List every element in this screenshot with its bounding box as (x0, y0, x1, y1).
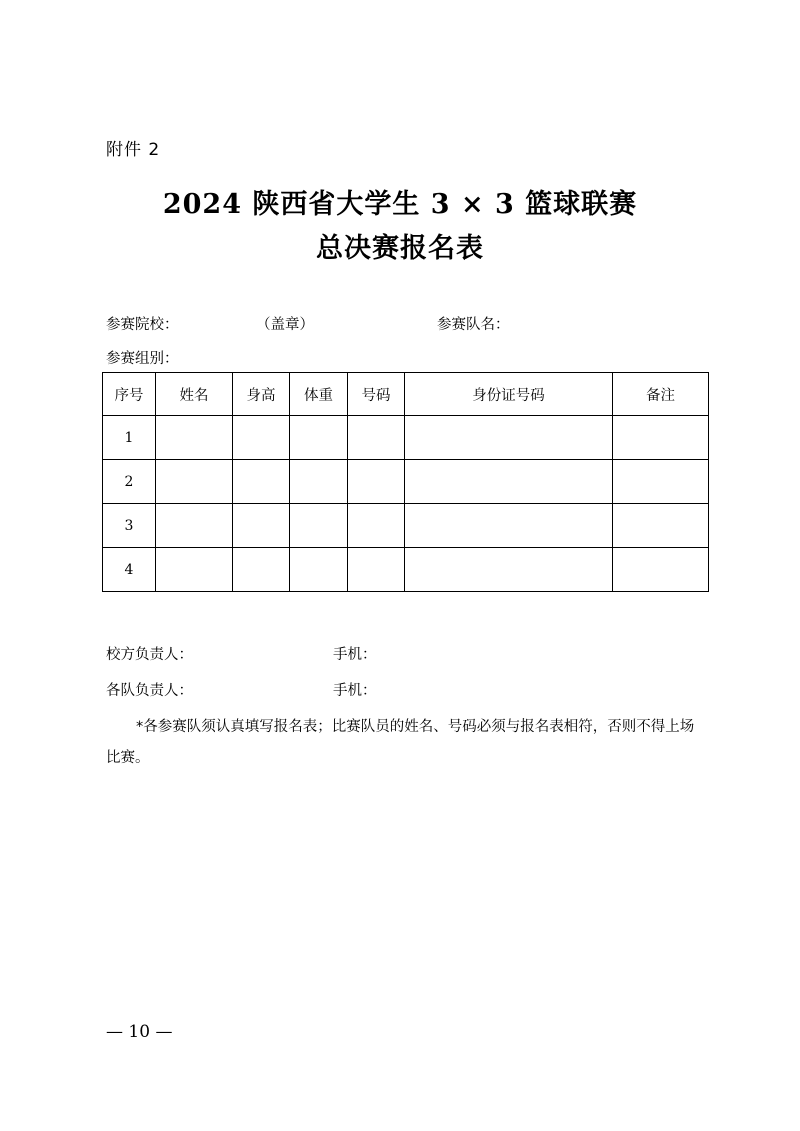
header-index: 序号 (103, 373, 156, 416)
jersey-number-cell[interactable] (348, 548, 405, 592)
page-number: — 10 — (106, 1022, 173, 1042)
table-row (103, 548, 709, 592)
name-cell[interactable] (156, 416, 233, 460)
name-cell[interactable] (156, 460, 233, 504)
jersey-number-cell[interactable] (348, 416, 405, 460)
row-index: 3 (103, 504, 156, 548)
team-name-label: 参赛队名： (437, 317, 510, 333)
row-index: 1 (103, 416, 156, 460)
weight-cell[interactable] (290, 416, 348, 460)
id-number-cell[interactable] (405, 460, 613, 504)
weight-cell[interactable] (290, 460, 348, 504)
remarks-cell[interactable] (613, 416, 709, 460)
id-number-cell[interactable] (405, 504, 613, 548)
registration-table (102, 372, 709, 592)
table-row (103, 416, 709, 460)
remarks-cell[interactable] (613, 504, 709, 548)
header-remarks: 备注 (613, 373, 709, 416)
height-cell[interactable] (233, 416, 290, 460)
team-phone-label: 手机： (333, 683, 377, 699)
registration-note: *各参赛队须认真填写报名表；比赛队员的姓名、号码必须与报名表相符，否则不得上场比赛。 (106, 719, 695, 766)
row-index: 4 (103, 548, 156, 592)
attachment-label: 附件 2 (106, 140, 161, 160)
school-label: 参赛院校： (106, 317, 179, 333)
id-number-cell[interactable] (405, 548, 613, 592)
name-cell[interactable] (156, 548, 233, 592)
height-cell[interactable] (233, 504, 290, 548)
jersey-number-cell[interactable] (348, 460, 405, 504)
seal-label: （盖章） (256, 317, 314, 333)
school-phone-label: 手机： (333, 647, 377, 663)
table-header-row (103, 373, 709, 416)
height-cell[interactable] (233, 548, 290, 592)
weight-cell[interactable] (290, 548, 348, 592)
row-index: 2 (103, 460, 156, 504)
remarks-cell[interactable] (613, 548, 709, 592)
header-name: 姓名 (156, 373, 233, 416)
table-row (103, 504, 709, 548)
height-cell[interactable] (233, 460, 290, 504)
header-jersey-number: 号码 (348, 373, 405, 416)
weight-cell[interactable] (290, 504, 348, 548)
team-leader-label: 各队负责人： (106, 683, 193, 699)
form-title-line2: 总决赛报名表 (316, 233, 484, 264)
name-cell[interactable] (156, 504, 233, 548)
table-row (103, 460, 709, 504)
group-label: 参赛组别： (106, 351, 179, 367)
jersey-number-cell[interactable] (348, 504, 405, 548)
id-number-cell[interactable] (405, 416, 613, 460)
school-leader-label: 校方负责人： (106, 647, 193, 663)
remarks-cell[interactable] (613, 460, 709, 504)
header-height: 身高 (233, 373, 290, 416)
header-id-number: 身份证号码 (405, 373, 613, 416)
form-title-line1: 2024 陕西省大学生 3 × 3 篮球联赛 (162, 189, 638, 220)
header-weight: 体重 (290, 373, 348, 416)
